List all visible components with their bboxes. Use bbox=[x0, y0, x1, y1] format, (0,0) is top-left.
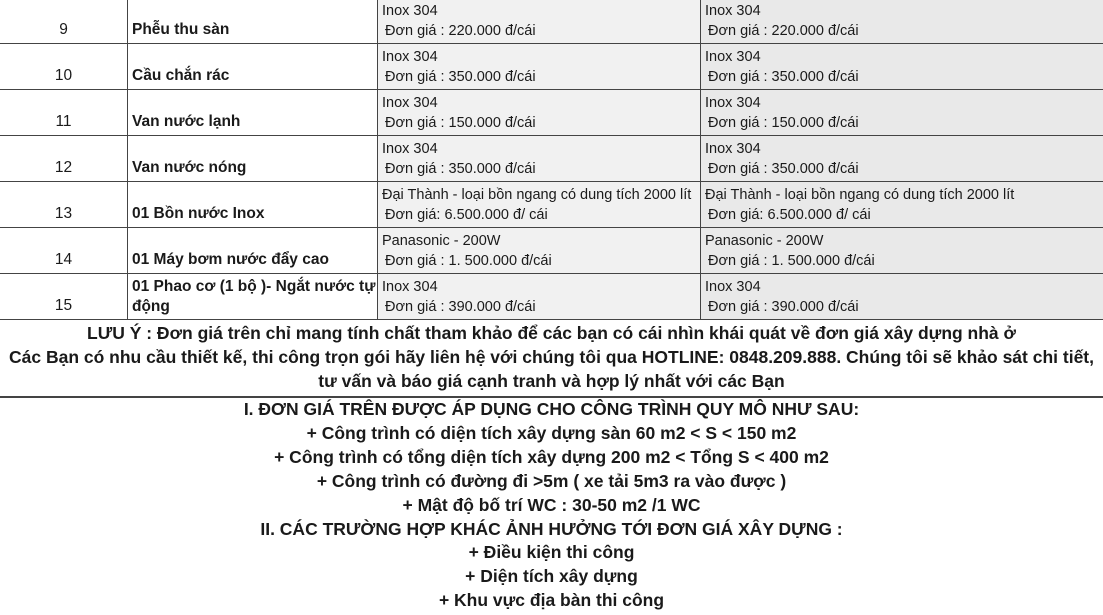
item-name: Van nước nóng bbox=[132, 159, 247, 176]
table-row bbox=[0, 0, 1103, 44]
spec-price: Đơn giá : 350.000 đ/cái bbox=[708, 68, 859, 85]
spec-material: Panasonic - 200W bbox=[382, 232, 501, 249]
row-number: 10 bbox=[54, 67, 73, 84]
spec-material: Inox 304 bbox=[705, 2, 761, 19]
item-name: 01 Phao cơ (1 bộ )- Ngắt nước tự bbox=[132, 277, 376, 295]
condition-item: + Công trình có tổng diện tích xây dựng 200 m2 < Tổng S < 400 m2 bbox=[274, 446, 829, 467]
row-number: 12 bbox=[54, 159, 73, 176]
row-number: 14 bbox=[54, 251, 73, 268]
spec-price: Đơn giá: 6.500.000 đ/ cái bbox=[385, 206, 548, 223]
spec-price: Đơn giá : 350.000 đ/cái bbox=[385, 68, 536, 85]
item-name: 01 Bồn nước Inox bbox=[132, 205, 265, 222]
spec-price: Đơn giá : 390.000 đ/cái bbox=[385, 298, 536, 315]
item-name: Cầu chắn rác bbox=[132, 67, 230, 84]
spec-material: Inox 304 bbox=[382, 140, 438, 157]
note-hotline-line: Các Bạn có nhu cầu thiết kế, thi công trọn gói hãy liên hệ với chúng tôi qua HOTLINE: 0848.209.888. Chúng tôi sẽ khảo sát chi tiết, bbox=[9, 347, 1094, 367]
spec-price: Đơn giá : 1. 500.000 đ/cái bbox=[708, 252, 875, 269]
spec-price: Đơn giá : 220.000 đ/cái bbox=[708, 22, 859, 39]
spec-material: Panasonic - 200W bbox=[705, 232, 824, 249]
row-number: 13 bbox=[54, 205, 73, 222]
spec-material: Inox 304 bbox=[705, 94, 761, 111]
spec-price: Đơn giá : 1. 500.000 đ/cái bbox=[385, 252, 552, 269]
spec-material: Inox 304 bbox=[382, 94, 438, 111]
spec-price: Đơn giá : 150.000 đ/cái bbox=[385, 114, 536, 131]
section-heading: II. CÁC TRƯỜNG HỢP KHÁC ẢNH HƯỞNG TỚI ĐƠN GIÁ XÂY DỰNG : bbox=[260, 518, 843, 539]
condition-item: + Diện tích xây dựng bbox=[465, 566, 638, 587]
spec-price: Đơn giá: 6.500.000 đ/ cái bbox=[708, 206, 871, 223]
spec-material: Inox 304 bbox=[382, 48, 438, 65]
item-name: Phễu thu sàn bbox=[132, 21, 230, 38]
spec-material: Inox 304 bbox=[382, 278, 438, 295]
table-row bbox=[0, 228, 1103, 274]
conditions-section bbox=[0, 398, 1103, 613]
spec-material: Inox 304 bbox=[705, 48, 761, 65]
spec-material: Inox 304 bbox=[705, 278, 761, 295]
item-name-cont: động bbox=[132, 297, 170, 315]
spec-price: Đơn giá : 390.000 đ/cái bbox=[708, 298, 859, 315]
spec-price: Đơn giá : 350.000 đ/cái bbox=[385, 160, 536, 177]
condition-item: + Mật độ bố trí WC : 30-50 m2 /1 WC bbox=[402, 494, 701, 515]
row-number: 11 bbox=[55, 113, 72, 130]
note-line: LƯU Ý : Đơn giá trên chỉ mang tính chất tham khảo để các bạn có cái nhìn khái quát về đơn giá xây dựng nhà ở bbox=[87, 323, 1016, 343]
spec-price: Đơn giá : 150.000 đ/cái bbox=[708, 114, 859, 131]
condition-item: + Điều kiện thi công bbox=[468, 542, 635, 563]
price-note bbox=[0, 319, 1103, 398]
spec-material: Inox 304 bbox=[382, 2, 438, 19]
spec-price: Đơn giá : 220.000 đ/cái bbox=[385, 22, 536, 39]
item-name: 01 Máy bơm nước đẩy cao bbox=[132, 251, 329, 268]
condition-item: + Khu vực địa bàn thi công bbox=[438, 590, 665, 611]
row-number: 15 bbox=[54, 297, 73, 314]
spec-material: Đại Thành - loại bồn ngang có dung tích 2000 lít bbox=[705, 186, 1015, 203]
spec-material: Đại Thành - loại bồn ngang có dung tích 2000 lít bbox=[382, 186, 692, 203]
table-row bbox=[0, 44, 1103, 90]
section-heading: I. ĐƠN GIÁ TRÊN ĐƯỢC ÁP DỤNG CHO CÔNG TRÌNH QUY MÔ NHƯ SAU: bbox=[243, 399, 860, 419]
condition-item: + Công trình có diện tích xây dựng sàn 60 m2 < S < 150 m2 bbox=[306, 422, 797, 443]
row-number: 9 bbox=[59, 21, 68, 38]
table-row bbox=[0, 90, 1103, 136]
table-row bbox=[0, 274, 1103, 320]
note-line: tư vấn và báo giá cạnh tranh và hợp lý nhất với các Bạn bbox=[318, 371, 785, 391]
table-row bbox=[0, 136, 1103, 182]
item-name: Van nước lạnh bbox=[132, 113, 241, 130]
spec-material: Inox 304 bbox=[705, 140, 761, 157]
table-row bbox=[0, 182, 1103, 228]
spec-price: Đơn giá : 350.000 đ/cái bbox=[708, 160, 859, 177]
condition-item: + Công trình có đường đi >5m ( xe tải 5m3 ra vào được ) bbox=[316, 470, 787, 491]
